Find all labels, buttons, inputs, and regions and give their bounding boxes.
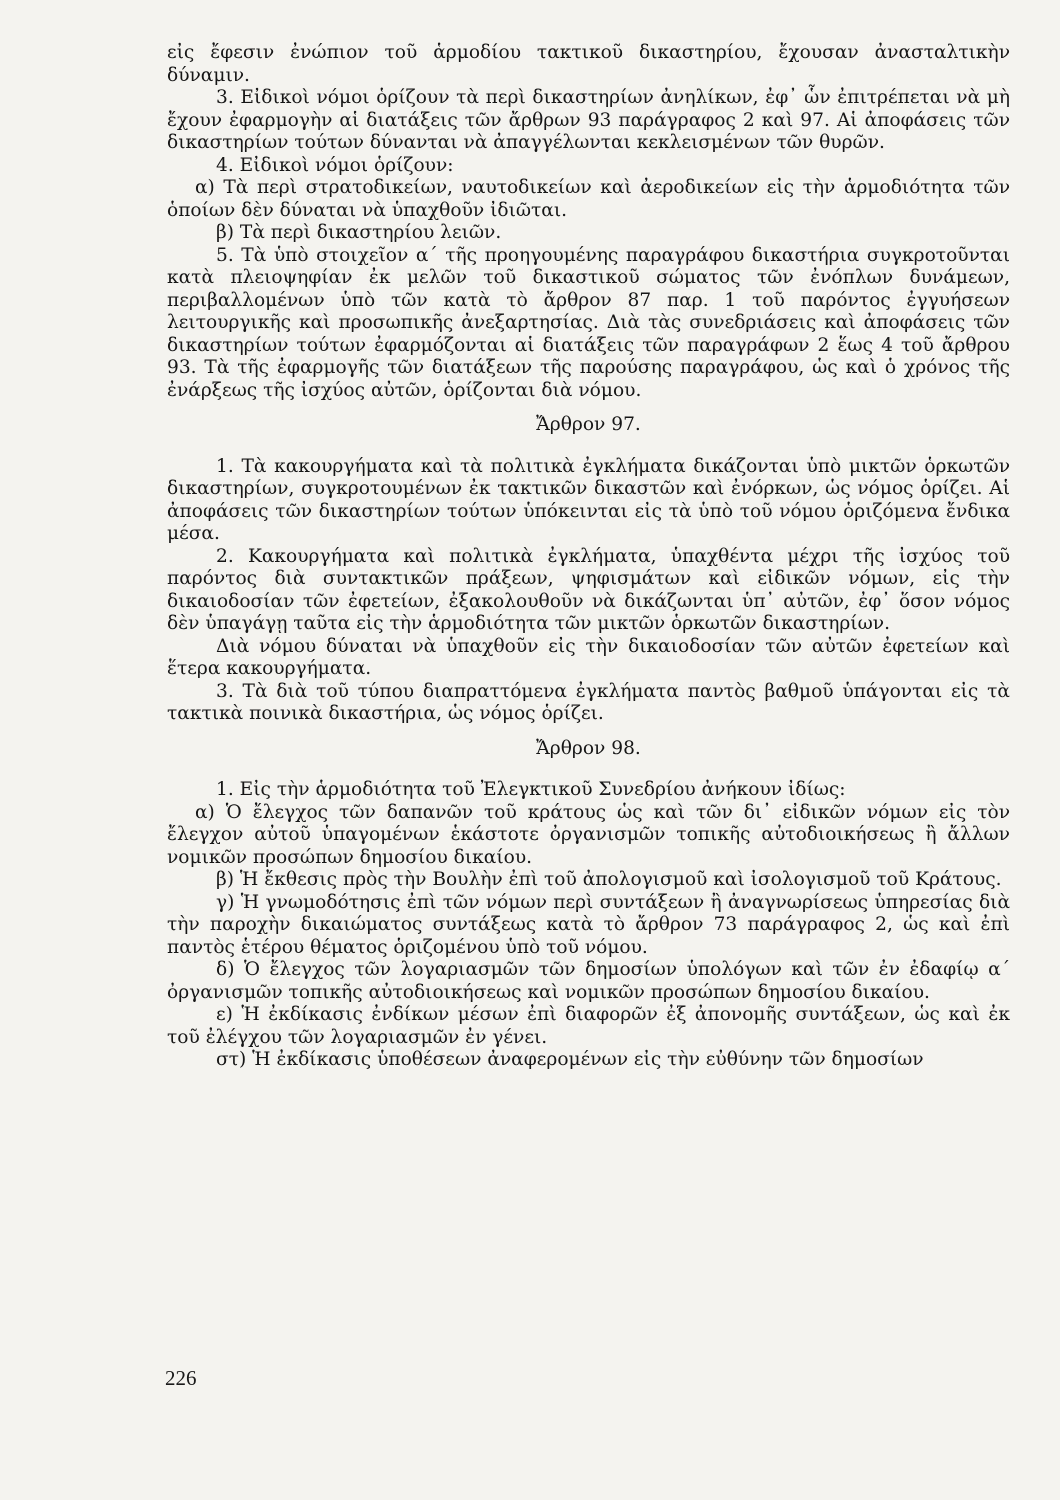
paragraph-98-1: 1. Εἰς τὴν ἁρμοδιότητα τοῦ Ἐλεγκτικοῦ Συνεδρίου ἀνήκουν ἰδίως:: [216, 779, 846, 800]
paragraph-98-1st: στ) Ἡ ἐκδίκασις ὑποθέσεων ἀναφερομένων εἰς τὴν εὐθύνην τῶν δημοσίων: [216, 1049, 924, 1070]
paragraph-96-4: 4. Εἰδικοὶ νόμοι ὁρίζουν:: [216, 154, 454, 176]
paragraph-continued: εἰς ἔφεσιν ἐνώπιον τοῦ ἁρμοδίου τακτικοῦ δικαστηρίου, ἔχουσαν ἀνασταλτικὴν δύναμιν.: [167, 42, 1010, 86]
paragraph-97-2: 2. Κακουργήματα καὶ πολιτικὰ ἐγκλήματα, ὑπαχθέντα μέχρι τῆς ἰσχύος τοῦ παρόντος διὰ συντακτικῶν πράξεων, ψηφισμάτων καὶ εἰδικῶν νόμων, εἰς τὴν δικαιοδοσίαν τῶν ἐφετείων, ἐξακολουθοῦν νὰ δικάζωνται ὑπ᾽ αὐτῶν, ἐφ᾽ ὅσον νόμος δὲν ὑπαγάγῃ ταῦτα εἰς τὴν ἁρμοδιότητα τῶν μικτῶν ὁρκωτῶν δικαστηρίων.: [167, 545, 1010, 634]
paragraph-98-1e: ε) Ἡ ἐκδίκασις ἐνδίκων μέσων ἐπὶ διαφορῶν ἐξ ἀπονομῆς συντάξεων, ὡς καὶ ἐκ τοῦ ἐλέγχου τῶν λογαριασμῶν ἐν γένει.: [167, 1004, 1010, 1048]
page-number: 226: [165, 1366, 197, 1390]
paragraph-97-2b: Διὰ νόμου δύναται νὰ ὑπαχθοῦν εἰς τὴν δικαιοδοσίαν τῶν αὐτῶν ἐφετείων καὶ ἕτερα κακουργήματα.: [167, 635, 1010, 679]
paragraph-98-1d: δ) Ὁ ἔλεγχος τῶν λογαριασμῶν τῶν δημοσίων ὑπολόγων καὶ τῶν ἐν ἐδαφίῳ α΄ ὀργανισμῶν τοπικῆς αὐτοδιοικήσεως καὶ νομικῶν προσώπων δημοσίου δικαίου.: [167, 959, 1010, 1003]
body-text: [167, 42, 1010, 1072]
paragraph-98-1a: α) Ὁ ἔλεγχος τῶν δαπανῶν τοῦ κράτους ὡς καὶ τῶν δι᾽ εἰδικῶν νόμων εἰς τὸν ἔλεγχον αὐτοῦ ὑπαγομένων ἑκάστοτε ὀργανισμῶν τοπικῆς αὐτοδιοικήσεως ἢ ἄλλων νομικῶν προσώπων δημοσίου δικαίου.: [167, 801, 1010, 868]
paragraph-96-3: 3. Εἰδικοὶ νόμοι ὁρίζουν τὰ περὶ δικαστηρίων ἀνηλίκων, ἐφ᾽ ὧν ἐπιτρέπεται νὰ μὴ ἔχουν ἐφαρμογὴν αἱ διατάξεις τῶν ἄρθρων 93 παράγραφος 2 καὶ 97. Αἱ ἀποφάσεις τῶν δικαστηρίων τούτων δύνανται νὰ ἀπαγγέλωνται κεκλεισμένων τῶν θυρῶν.: [167, 87, 1010, 153]
paragraph-96-5: 5. Τὰ ὑπὸ στοιχεῖον α΄ τῆς προηγουμένης παραγράφου δικαστήρια συγκροτοῦνται κατὰ πλειοψηφίαν ἐκ μελῶν τοῦ δικαστικοῦ σώματος τῶν ἐνόπλων δυνάμεων, περιβαλλομένων ὑπὸ τῶν κατὰ τὸ ἄρθρον 87 παρ. 1 τοῦ παρόντος ἐγγυήσεων λειτουργικῆς καὶ προσωπικῆς ἀνεξαρτησίας. Διὰ τὰς συνεδριάσεις καὶ ἀποφάσεις τῶν δικαστηρίων τούτων ἐφαρμόζονται αἱ διατάξεις τῶν παραγράφων 2 ἕως 4 τοῦ ἄρθρου 93. Τὰ τῆς ἐφαρμογῆς τῶν διατάξεων τῆς παρούσης παραγράφου, ὡς καὶ ὁ χρόνος τῆς ἐνάρξεως τῆς ἰσχύος αὐτῶν, ὁρίζονται διὰ νόμου.: [167, 244, 1010, 401]
paragraph-97-1: 1. Τὰ κακουργήματα καὶ τὰ πολιτικὰ ἐγκλήματα δικάζονται ὑπὸ μικτῶν ὁρκωτῶν δικαστηρίων, συγκροτουμένων ἐκ τακτικῶν δικαστῶν καὶ ἐνόρκων, ὡς νόμος ὁρίζει. Αἱ ἀποφάσεις τῶν δικαστηρίων τούτων ὑπόκεινται εἰς τὰ ὑπὸ τοῦ νόμου ὁριζόμενα ἔνδικα μέσα.: [167, 455, 1010, 544]
paragraph-97-3: 3. Τὰ διὰ τοῦ τύπου διαπραττόμενα ἐγκλήματα παντὸς βαθμοῦ ὑπάγονται εἰς τὰ τακτικὰ ποινικὰ δικαστήρια, ὡς νόμος ὁρίζει.: [167, 680, 1010, 724]
paragraph-98-1b: β) Ἡ ἔκθεσις πρὸς τὴν Βουλὴν ἐπὶ τοῦ ἀπολογισμοῦ καὶ ἰσολογισμοῦ τοῦ Κράτους.: [216, 869, 1002, 890]
paragraph-96-4b: β) Τὰ περὶ δικαστηρίου λειῶν.: [216, 222, 502, 243]
article-98-heading: Ἄρθρον 98.: [536, 737, 641, 759]
paragraph-98-1c: γ) Ἡ γνωμοδότησις ἐπὶ τῶν νόμων περὶ συντάξεων ἢ ἀναγνωρίσεως ὑπηρεσίας διὰ τὴν παροχὴν δικαιώματος συντάξεως κατὰ τὸ ἄρθρον 73 παράγραφος 2, ὡς καὶ ἐπὶ παντὸς ἑτέρου θέματος ὁριζομένου ὑπὸ τοῦ νόμου.: [167, 891, 1010, 958]
paragraph-96-4a: α) Τὰ περὶ στρατοδικείων, ναυτοδικείων καὶ ἀεροδικείων εἰς τὴν ἁρμοδιότητα τῶν ὁποίων δὲν δύναται νὰ ὑπαχθοῦν ἰδιῶται.: [167, 177, 1010, 221]
article-97-heading: Ἄρθρον 97.: [536, 414, 641, 435]
